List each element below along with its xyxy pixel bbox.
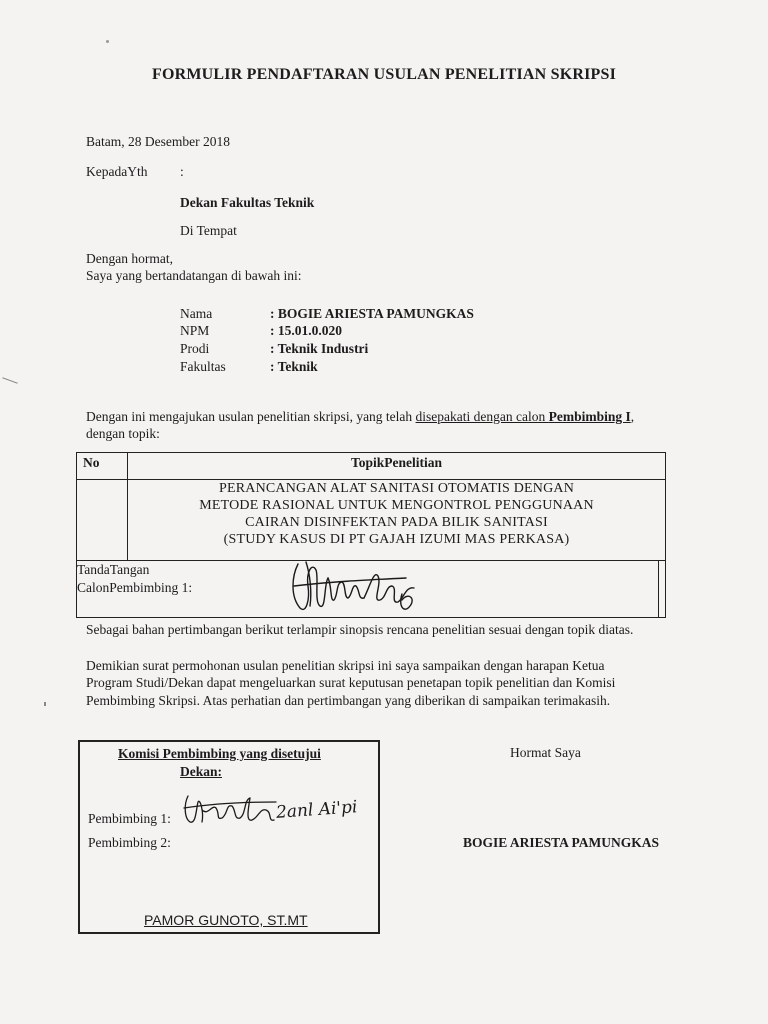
- identity-value-prodi: : Teknik Industri: [270, 341, 369, 356]
- topic-line-4: (STUDY KASUS DI PT GAJAH IZUMI MAS PERKASA): [223, 532, 570, 547]
- identity-value-npm: : 15.01.0.020: [270, 323, 342, 338]
- header-topic: TopikPenelitian: [128, 453, 666, 480]
- proposal-paragraph: [86, 408, 634, 426]
- supervisor-signature-icon: [286, 556, 426, 618]
- to-colon: :: [180, 164, 184, 179]
- identity-value-fakultas: : Teknik: [270, 359, 318, 374]
- attachment-note: Sebagai bahan pertimbangan berikut terlampir sinopsis rencana penelitian sesuai dengan topik diatas.: [86, 622, 634, 637]
- identity-value-nama: : BOGIE ARIESTA PAMUNGKAS: [270, 306, 474, 321]
- signer-name: BOGIE ARIESTA PAMUNGKAS: [463, 835, 660, 850]
- signature-label-2: CalonPembimbing 1:: [77, 580, 193, 595]
- proposal-topic-intro: dengan topik:: [86, 426, 160, 441]
- scan-mark: [2, 377, 17, 383]
- identity-label-prodi: Prodi: [180, 341, 210, 356]
- document-title: FORMULIR PENDAFTARAN USULAN PENELITIAN SKRIPSI: [151, 66, 617, 83]
- closing-line-2: Program Studi/Dekan dapat mengeluarkan surat keputusan penetapan topik penelitian dan Komisi: [86, 675, 616, 690]
- topic-no-cell: [77, 480, 128, 561]
- place-date: Batam, 28 Desember 2018: [86, 134, 230, 149]
- committee-heading-2: Dekan:: [180, 764, 223, 779]
- committee-heading-1: Komisi Pembimbing yang disetujui: [118, 746, 321, 761]
- topic-row: [77, 480, 666, 561]
- topic-line-3: CAIRAN DISINFEKTAN PADA BILIK SANITASI: [245, 515, 548, 530]
- header-no: No: [77, 453, 128, 480]
- pembimbing-2-label: Pembimbing 2:: [88, 835, 171, 850]
- signature-cell: [658, 561, 665, 618]
- topic-table-header: [77, 453, 666, 480]
- location: Di Tempat: [180, 223, 237, 238]
- topic-line-2: METODE RASIONAL UNTUK MENGONTROL PENGGUNAAN: [199, 498, 594, 513]
- proposal-text-part-1: Dengan ini mengajukan usulan penelitian skripsi, yang telah: [86, 409, 416, 424]
- pembimbing-signature-icon: [180, 790, 280, 830]
- to-label: KepadaYth: [86, 164, 148, 179]
- committee-approval-box: [78, 740, 380, 934]
- closing-line-3: Pembimbing Skripsi. Atas perhatian dan pertimbangan yang diberikan di sampaikan terimakasih.: [86, 693, 611, 708]
- closing-line-1: Demikian surat permohonan usulan penelitian skripsi ini saya sampaikan dengan harapan Ketua: [86, 658, 605, 673]
- identity-label-nama: Nama: [180, 306, 213, 321]
- recipient: Dekan Fakultas Teknik: [180, 195, 315, 210]
- proposal-text-comma: ,: [630, 409, 635, 424]
- regards: Hormat Saya: [510, 745, 581, 760]
- topic-line-1: PERANCANGAN ALAT SANITASI OTOMATIS DENGAN: [218, 481, 575, 496]
- proposal-text-underlined: disepakati dengan calon: [415, 409, 549, 424]
- pembimbing-1-label: Pembimbing 1:: [88, 811, 171, 826]
- scan-dot: [44, 702, 46, 706]
- scan-dot: [106, 40, 109, 43]
- topic-cell: [128, 480, 666, 561]
- signature-label-1: TandaTangan: [77, 562, 150, 577]
- identity-label-fakultas: Fakultas: [180, 359, 226, 374]
- greeting: Dengan hormat,: [86, 251, 173, 266]
- intro-text: Saya yang bertandatangan di bawah ini:: [86, 268, 302, 283]
- proposal-text-pembimbing: Pembimbing I: [548, 409, 631, 424]
- identity-label-npm: NPM: [180, 323, 210, 338]
- handwritten-note: 2anl Ai'pi: [275, 797, 359, 823]
- typed-supervisor-name: PAMOR GUNOTO, ST.MT: [144, 912, 308, 928]
